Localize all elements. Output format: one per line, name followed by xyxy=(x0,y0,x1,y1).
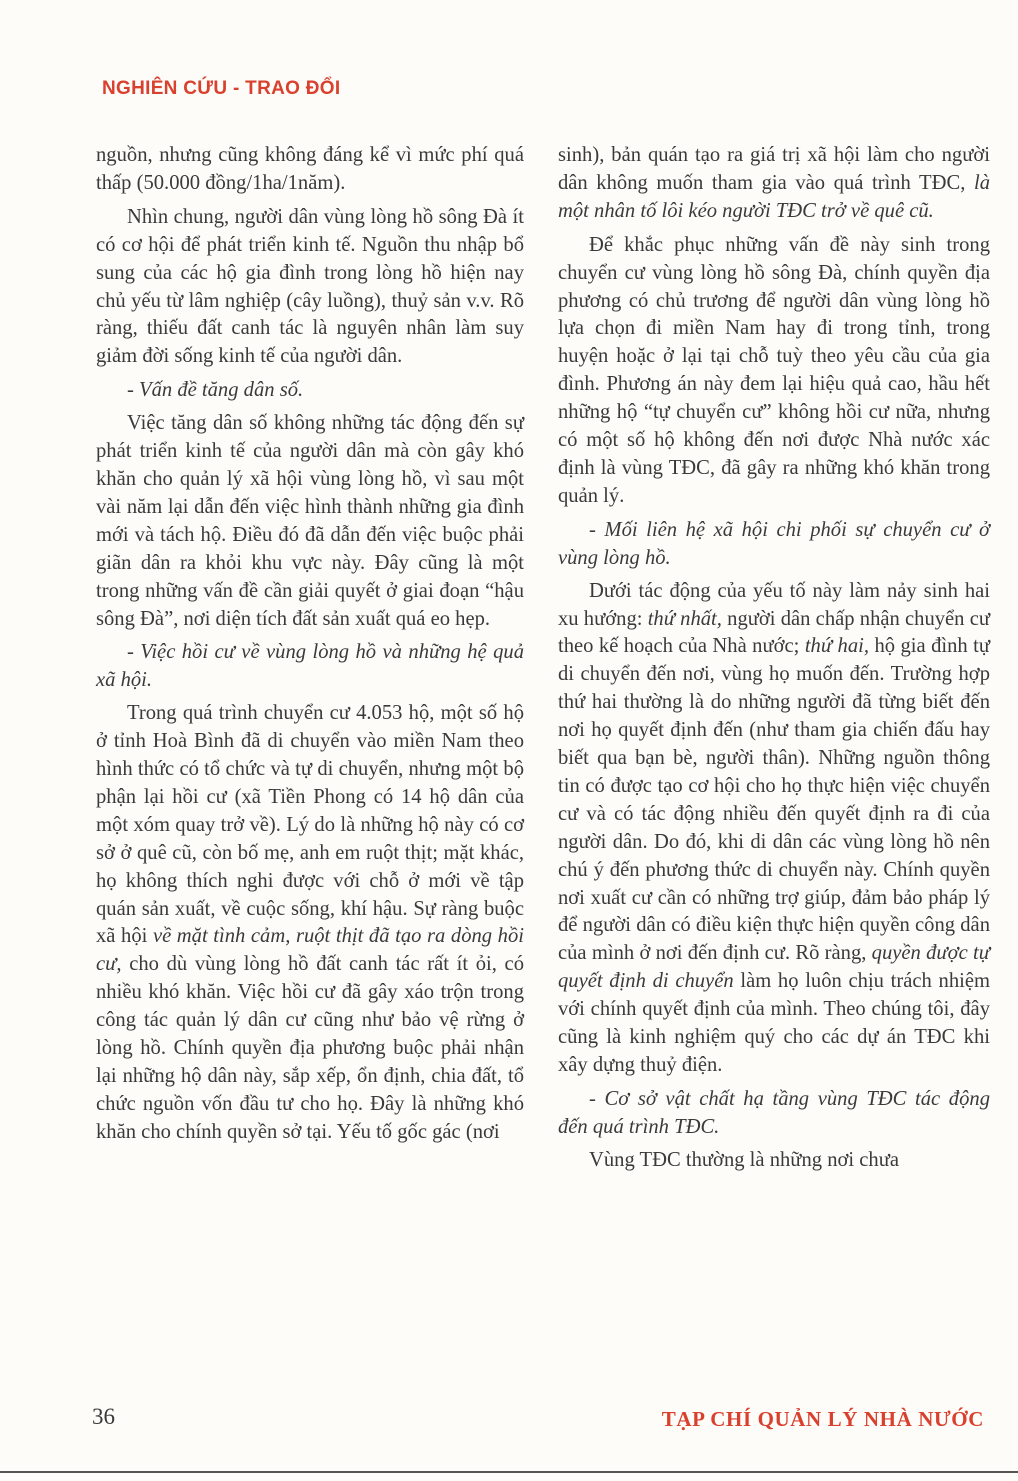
paragraph: nguồn, nhưng cũng không đáng kể vì mức phí quá thấp (50.000 đồng/1ha/1năm). xyxy=(96,144,524,194)
text-run: Dưới tác động của yếu tố này làm nảy sinh hai xu hướng: xyxy=(558,579,990,630)
italic-text-run: thứ nhất, xyxy=(647,607,722,630)
subheading: - Việc hồi cư về vùng lòng hồ và những hệ quả xã hội. xyxy=(96,641,524,692)
paragraph: Việc tăng dân số không những tác động đến sự phát triển kinh tế của người dân mà còn gây khó khăn cho quản lý xã hội vùng lòng hồ, vì sau một vài năm lại dẫn đến việc hình thành những gia đình mới và tách hộ. Điều đó đã dẫn đến việc buộc phải giãn dân ra khỏi khu vực này. Đây cũng là một trong những vấn đề cần giải quyết ở giai đoạn “hậu sông Đà”, nơi diện tích đất sản xuất quá eo hẹp. xyxy=(96,412,524,630)
italic-text-run: thứ hai, xyxy=(804,635,869,658)
paragraph: Nhìn chung, người dân vùng lòng hồ sông Đà ít có cơ hội để phát triển kinh tế. Nguồn thu nhập bổ sung của các hộ gia đình trong lòng hồ hiện nay chủ yếu từ lâm nghiệp (cây luồng), thuỷ sản v.v. Rõ ràng, thiếu đất canh tác là nguyên nhân làm suy giảm đời sống kinh tế của người dân. xyxy=(96,205,524,368)
subheading: - Cơ sở vật chất hạ tầng vùng TĐC tác động đến quá trình TĐC. xyxy=(558,1087,990,1138)
paragraph xyxy=(558,142,990,226)
italic-text-run: về mặt tình cảm, ruột thịt đã tạo ra dòng hồi cư, xyxy=(96,925,524,976)
subheading: - Vấn đề tăng dân số. xyxy=(127,379,304,402)
page-number: 36 xyxy=(92,1404,115,1429)
paragraph: Để khắc phục những vấn đề này sinh trong chuyển cư vùng lòng hồ sông Đà, chính quyền địa phương có chủ trương để người dân vùng lòng hồ lựa chọn đi miền Nam hay đi trong tỉnh, trong huyện hoặc ở lại tại chỗ tuỳ theo yêu cầu của gia đình. Phương án này đem lại hiệu quả cao, hầu hết những hộ “tự chuyển cư” không hồi cư nữa, nhưng có một số hộ không đến nơi được Nhà nước xác định là vùng TĐC, đã gây ra những khó khăn trong quản lý. xyxy=(558,233,990,507)
text-run: sinh), bản quán tạo ra giá trị xã hội làm cho người dân không muốn tham gia vào quá trình TĐC, xyxy=(558,144,990,194)
paragraph: Vùng TĐC thường là những nơi chưa xyxy=(589,1148,899,1171)
text-run: cho dù vùng lòng hồ đất canh tác rất ít ỏi, có nhiều khó khăn. Việc hồi cư đã gây xáo trộn trong công tác quản lý dân cư cũng như bảo vệ rừng ở lòng hồ. Chính quyền địa phương buộc phải nhận lại những hộ dân này, sắp xếp, ổn định, chia đất, tổ chức nguồn vốn đầu tư cho họ. Đây là những khó khăn cho chính quyền sở tại. Yếu tố gốc gác (nơi xyxy=(96,953,524,1143)
italic-text-run: quyền được tự quyết định di chuyển xyxy=(558,942,990,993)
italic-text-run: là một nhân tố lôi kéo người TĐC trở về quê cũ. xyxy=(558,171,990,222)
magazine-title: TẠP CHÍ QUẢN LÝ NHÀ NƯỚC xyxy=(661,1407,984,1431)
text-run: hộ gia đình tự di chuyển đến nơi, vùng họ muốn đến. Trường hợp thứ hai thường là do những người đã từng biết đến nơi họ quyết định đến (như tham gia chiến đấu hay biết qua bạn bè, người thân). Những nguồn thông tin có được tạo cơ hội cho họ thực hiện việc chuyển cư và có tác động nhiều đến quyết định ra đi của người dân. Do đó, khi di dân các vùng lòng hồ nên chú ý đến phương thức di chuyển này. Chính quyền nơi xuất cư cần có những trợ giúp, đảm bảo pháp lý để người dân có điều kiện thực hiện quyền công dân của mình ở nơi đến định cư. Rõ ràng, xyxy=(558,635,991,965)
section-title: NGHIÊN CỨU - TRAO ĐỔI xyxy=(102,78,341,99)
paragraph xyxy=(96,700,524,1147)
left-column xyxy=(96,142,524,1147)
right-column xyxy=(558,142,990,1175)
subheading: - Mối liên hệ xã hội chi phối sự chuyển cư ở vùng lòng hồ. xyxy=(558,518,990,569)
text-run: Trong quá trình chuyển cư 4.053 hộ, một số hộ ở tỉnh Hoà Bình đã di chuyển vào miền Nam theo hình thức có tổ chức và tự di chuyển, nhưng một bộ phận lại hồi cư (xã Tiền Phong có 14 hộ dân của một xóm quay trở về). Lý do là những hộ này có cơ sở ở quê cũ, còn bố mẹ, anh em ruột thịt; mặt khác, họ không thích nghi được với chỗ ở mới về tập quán sản xuất, về cuộc sống, khí hậu. Sự ràng buộc xã hội xyxy=(96,702,524,948)
text-run: người dân chấp nhận chuyển cư theo kế hoạch của Nhà nước; xyxy=(558,607,990,658)
text-run: làm họ luôn chịu trách nhiệm với chính quyết định của mình. Theo chúng tôi, đây cũng là kinh nghiệm quý cho các dự án TĐC khi xây dựng thuỷ điện. xyxy=(558,970,990,1076)
paragraph xyxy=(558,578,990,1080)
bottom-rule xyxy=(0,1471,1018,1473)
